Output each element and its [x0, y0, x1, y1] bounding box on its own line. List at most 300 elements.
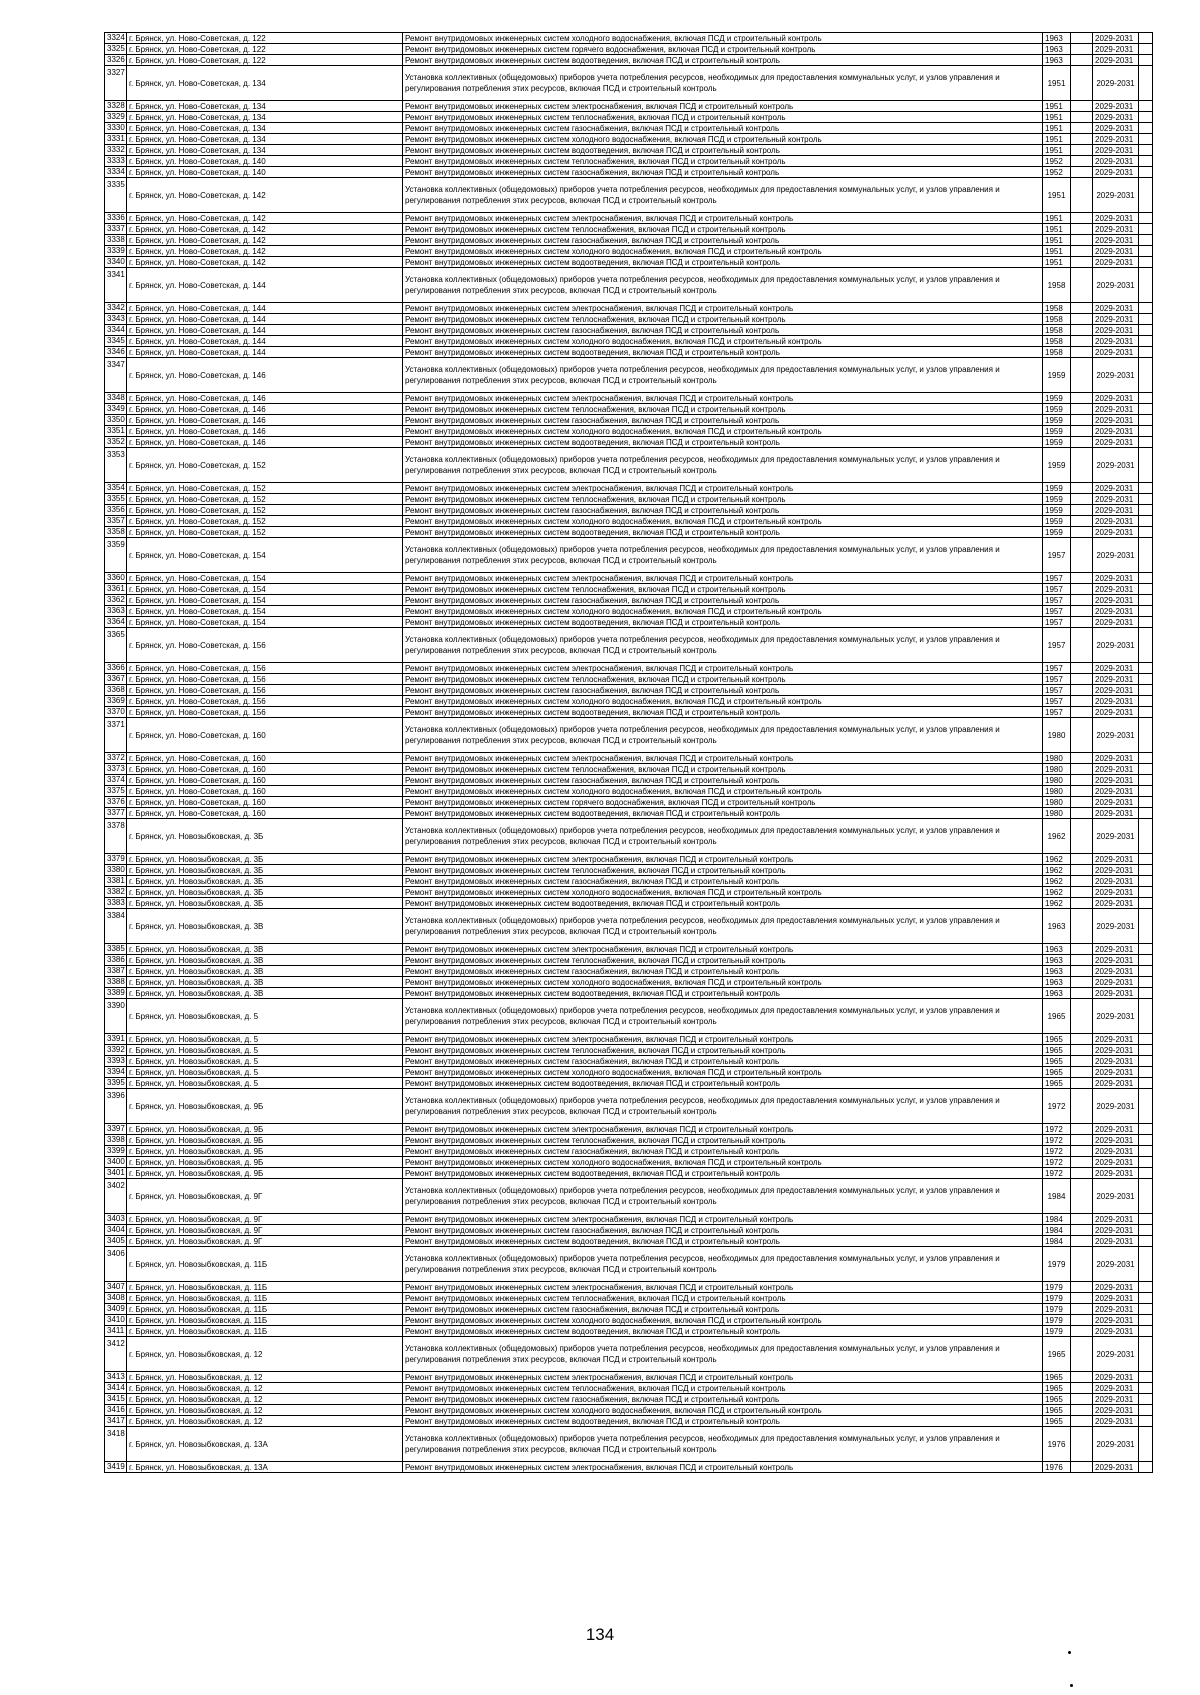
- empty-cell: [1071, 909, 1093, 944]
- empty-cell: [1139, 1394, 1153, 1405]
- empty-cell: [1071, 1045, 1093, 1056]
- empty-cell: [1139, 1135, 1153, 1146]
- row-number: 3331: [105, 134, 127, 145]
- period-cell: 2029-2031: [1093, 718, 1139, 753]
- row-number: 3374: [105, 775, 127, 786]
- table-row: [105, 415, 1153, 426]
- row-number: 3375: [105, 786, 127, 797]
- build-year-cell: 1984: [1043, 1236, 1071, 1247]
- build-year-cell: 1963: [1043, 909, 1071, 944]
- work-type-cell: Ремонт внутридомовых инженерных систем электроснабжения, включая ПСД и строительный контроль: [403, 101, 1043, 112]
- table-row: [105, 167, 1153, 178]
- address-cell: г. Брянск, ул. Новозыбковская, д. 5: [127, 1056, 403, 1067]
- row-number: 3343: [105, 314, 127, 325]
- address-cell: г. Брянск, ул. Ново-Советская, д. 152: [127, 494, 403, 505]
- period-cell: 2029-2031: [1093, 854, 1139, 865]
- row-number: 3383: [105, 898, 127, 909]
- work-type-cell: Ремонт внутридомовых инженерных систем электроснабжения, включая ПСД и строительный контроль: [403, 753, 1043, 764]
- address-cell: г. Брянск, ул. Новозыбковская, д. 9Б: [127, 1135, 403, 1146]
- table-row: [105, 145, 1153, 156]
- build-year-cell: 1957: [1043, 573, 1071, 584]
- work-type-cell: Ремонт внутридомовых инженерных систем газоснабжения, включая ПСД и строительный контроль: [403, 505, 1043, 516]
- row-number: 3395: [105, 1078, 127, 1089]
- empty-cell: [1139, 819, 1153, 854]
- build-year-cell: 1965: [1043, 1405, 1071, 1416]
- work-type-cell: Ремонт внутридомовых инженерных систем холодного водоснабжения, включая ПСД и строительный контроль: [403, 1067, 1043, 1078]
- row-number: 3390: [105, 999, 127, 1034]
- empty-cell: [1139, 505, 1153, 516]
- work-type-cell: Ремонт внутридомовых инженерных систем электроснабжения, включая ПСД и строительный контроль: [403, 1282, 1043, 1293]
- period-cell: 2029-2031: [1093, 178, 1139, 213]
- empty-cell: [1139, 167, 1153, 178]
- address-cell: г. Брянск, ул. Ново-Советская, д. 146: [127, 437, 403, 448]
- empty-cell: [1071, 707, 1093, 718]
- work-type-cell: Ремонт внутридомовых инженерных систем теплоснабжения, включая ПСД и строительный контроль: [403, 1045, 1043, 1056]
- row-number: 3355: [105, 494, 127, 505]
- work-type-cell: Ремонт внутридомовых инженерных систем газоснабжения, включая ПСД и строительный контроль: [403, 415, 1043, 426]
- row-number: 3386: [105, 955, 127, 966]
- empty-cell: [1071, 1405, 1093, 1416]
- table-row: [105, 753, 1153, 764]
- empty-cell: [1139, 314, 1153, 325]
- work-type-cell: Ремонт внутридомовых инженерных систем газоснабжения, включая ПСД и строительный контроль: [403, 1056, 1043, 1067]
- empty-cell: [1071, 145, 1093, 156]
- row-number: 3418: [105, 1427, 127, 1462]
- table-row: [105, 347, 1153, 358]
- period-cell: 2029-2031: [1093, 1337, 1139, 1372]
- work-type-cell: Ремонт внутридомовых инженерных систем газоснабжения, включая ПСД и строительный контроль: [403, 1304, 1043, 1315]
- empty-cell: [1071, 1214, 1093, 1225]
- empty-cell: [1139, 33, 1153, 44]
- row-number: 3358: [105, 527, 127, 538]
- build-year-cell: 1963: [1043, 977, 1071, 988]
- empty-cell: [1139, 246, 1153, 257]
- build-year-cell: 1951: [1043, 101, 1071, 112]
- address-cell: г. Брянск, ул. Новозыбковская, д. 11Б: [127, 1282, 403, 1293]
- build-year-cell: 1951: [1043, 112, 1071, 123]
- table-row: [105, 527, 1153, 538]
- work-type-cell: Ремонт внутридомовых инженерных систем водоотведения, включая ПСД и строительный контроль: [403, 1168, 1043, 1179]
- work-type-cell: Ремонт внутридомовых инженерных систем теплоснабжения, включая ПСД и строительный контроль: [403, 584, 1043, 595]
- period-cell: 2029-2031: [1093, 1168, 1139, 1179]
- table-row: [105, 1247, 1153, 1282]
- work-type-cell: Установка коллективных (общедомовых) приборов учета потребления ресурсов, необходимых для предоставления коммунальных услуг, и узлов управления и регулирования потребления этих ресурсов, включая ПСД и строительный контроль: [403, 178, 1043, 213]
- build-year-cell: 1980: [1043, 764, 1071, 775]
- work-type-cell: Ремонт внутридомовых инженерных систем электроснабжения, включая ПСД и строительный контроль: [403, 944, 1043, 955]
- empty-cell: [1139, 786, 1153, 797]
- empty-cell: [1071, 718, 1093, 753]
- row-number: 3349: [105, 404, 127, 415]
- address-cell: г. Брянск, ул. Ново-Советская, д. 146: [127, 426, 403, 437]
- table-row: [105, 808, 1153, 819]
- address-cell: г. Брянск, ул. Новозыбковская, д. 12: [127, 1372, 403, 1383]
- works-table: [104, 32, 1153, 1473]
- row-number: 3327: [105, 66, 127, 101]
- table-row: [105, 178, 1153, 213]
- empty-cell: [1139, 494, 1153, 505]
- period-cell: 2029-2031: [1093, 1146, 1139, 1157]
- empty-cell: [1139, 1372, 1153, 1383]
- work-type-cell: Ремонт внутридомовых инженерных систем газоснабжения, включая ПСД и строительный контроль: [403, 325, 1043, 336]
- empty-cell: [1139, 1168, 1153, 1179]
- address-cell: г. Брянск, ул. Новозыбковская, д. 9Б: [127, 1168, 403, 1179]
- row-number: 3398: [105, 1135, 127, 1146]
- table-row: [105, 1034, 1153, 1045]
- empty-cell: [1139, 112, 1153, 123]
- address-cell: г. Брянск, ул. Ново-Советская, д. 142: [127, 213, 403, 224]
- address-cell: г. Брянск, ул. Новозыбковская, д. 11Б: [127, 1315, 403, 1326]
- build-year-cell: 1952: [1043, 167, 1071, 178]
- address-cell: г. Брянск, ул. Ново-Советская, д. 156: [127, 696, 403, 707]
- empty-cell: [1139, 977, 1153, 988]
- row-number: 3366: [105, 663, 127, 674]
- address-cell: г. Брянск, ул. Ново-Советская, д. 152: [127, 516, 403, 527]
- period-cell: 2029-2031: [1093, 775, 1139, 786]
- work-type-cell: Установка коллективных (общедомовых) приборов учета потребления ресурсов, необходимых для предоставления коммунальных услуг, и узлов управления и регулирования потребления этих ресурсов, включая ПСД и строительный контроль: [403, 819, 1043, 854]
- row-number: 3361: [105, 584, 127, 595]
- empty-cell: [1071, 584, 1093, 595]
- empty-cell: [1139, 718, 1153, 753]
- empty-cell: [1139, 595, 1153, 606]
- empty-cell: [1071, 213, 1093, 224]
- build-year-cell: 1979: [1043, 1315, 1071, 1326]
- empty-cell: [1139, 336, 1153, 347]
- address-cell: г. Брянск, ул. Ново-Советская, д. 146: [127, 393, 403, 404]
- period-cell: 2029-2031: [1093, 101, 1139, 112]
- address-cell: г. Брянск, ул. Ново-Советская, д. 122: [127, 33, 403, 44]
- period-cell: 2029-2031: [1093, 1247, 1139, 1282]
- work-type-cell: Ремонт внутридомовых инженерных систем холодного водоснабжения, включая ПСД и строительный контроль: [403, 516, 1043, 527]
- period-cell: 2029-2031: [1093, 663, 1139, 674]
- period-cell: 2029-2031: [1093, 999, 1139, 1034]
- row-number: 3345: [105, 336, 127, 347]
- work-type-cell: Ремонт внутридомовых инженерных систем теплоснабжения, включая ПСД и строительный контроль: [403, 404, 1043, 415]
- period-cell: 2029-2031: [1093, 674, 1139, 685]
- address-cell: г. Брянск, ул. Ново-Советская, д. 142: [127, 178, 403, 213]
- address-cell: г. Брянск, ул. Ново-Советская, д. 156: [127, 707, 403, 718]
- table-row: [105, 213, 1153, 224]
- period-cell: 2029-2031: [1093, 898, 1139, 909]
- empty-cell: [1071, 944, 1093, 955]
- work-type-cell: Ремонт внутридомовых инженерных систем электроснабжения, включая ПСД и строительный контроль: [403, 483, 1043, 494]
- row-number: 3334: [105, 167, 127, 178]
- work-type-cell: Ремонт внутридомовых инженерных систем водоотведения, включая ПСД и строительный контроль: [403, 617, 1043, 628]
- row-number: 3388: [105, 977, 127, 988]
- build-year-cell: 1962: [1043, 865, 1071, 876]
- table-row: [105, 707, 1153, 718]
- address-cell: г. Брянск, ул. Ново-Советская, д. 160: [127, 775, 403, 786]
- empty-cell: [1071, 876, 1093, 887]
- row-number: 3408: [105, 1293, 127, 1304]
- build-year-cell: 1979: [1043, 1247, 1071, 1282]
- build-year-cell: 1962: [1043, 819, 1071, 854]
- empty-cell: [1071, 775, 1093, 786]
- empty-cell: [1071, 1326, 1093, 1337]
- period-cell: 2029-2031: [1093, 1372, 1139, 1383]
- empty-cell: [1139, 224, 1153, 235]
- address-cell: г. Брянск, ул. Ново-Советская, д. 154: [127, 595, 403, 606]
- period-cell: 2029-2031: [1093, 1034, 1139, 1045]
- empty-cell: [1071, 437, 1093, 448]
- build-year-cell: 1979: [1043, 1304, 1071, 1315]
- empty-cell: [1071, 257, 1093, 268]
- row-number: 3328: [105, 101, 127, 112]
- row-number: 3410: [105, 1315, 127, 1326]
- work-type-cell: Ремонт внутридомовых инженерных систем водоотведения, включая ПСД и строительный контроль: [403, 898, 1043, 909]
- build-year-cell: 1965: [1043, 1394, 1071, 1405]
- period-cell: 2029-2031: [1093, 628, 1139, 663]
- row-number: 3352: [105, 437, 127, 448]
- table-row: [105, 123, 1153, 134]
- period-cell: 2029-2031: [1093, 145, 1139, 156]
- period-cell: 2029-2031: [1093, 584, 1139, 595]
- empty-cell: [1071, 527, 1093, 538]
- address-cell: г. Брянск, ул. Ново-Советская, д. 154: [127, 617, 403, 628]
- table-row: [105, 1236, 1153, 1247]
- empty-cell: [1139, 617, 1153, 628]
- empty-cell: [1071, 303, 1093, 314]
- period-cell: 2029-2031: [1093, 156, 1139, 167]
- empty-cell: [1071, 1383, 1093, 1394]
- empty-cell: [1071, 167, 1093, 178]
- build-year-cell: 1980: [1043, 718, 1071, 753]
- work-type-cell: Ремонт внутридомовых инженерных систем газоснабжения, включая ПСД и строительный контроль: [403, 123, 1043, 134]
- row-number: 3385: [105, 944, 127, 955]
- empty-cell: [1139, 134, 1153, 145]
- table-row: [105, 1405, 1153, 1416]
- period-cell: 2029-2031: [1093, 1462, 1139, 1473]
- build-year-cell: 1959: [1043, 393, 1071, 404]
- work-type-cell: Ремонт внутридомовых инженерных систем водоотведения, включая ПСД и строительный контроль: [403, 527, 1043, 538]
- period-cell: 2029-2031: [1093, 1157, 1139, 1168]
- period-cell: 2029-2031: [1093, 909, 1139, 944]
- row-number: 3415: [105, 1394, 127, 1405]
- work-type-cell: Ремонт внутридомовых инженерных систем электроснабжения, включая ПСД и строительный контроль: [403, 1214, 1043, 1225]
- build-year-cell: 1951: [1043, 178, 1071, 213]
- table-row: [105, 1416, 1153, 1427]
- build-year-cell: 1979: [1043, 1326, 1071, 1337]
- work-type-cell: Ремонт внутридомовых инженерных систем теплоснабжения, включая ПСД и строительный контроль: [403, 764, 1043, 775]
- table-row: [105, 538, 1153, 573]
- build-year-cell: 1965: [1043, 1056, 1071, 1067]
- table-row: [105, 1293, 1153, 1304]
- build-year-cell: 1958: [1043, 268, 1071, 303]
- empty-cell: [1071, 1034, 1093, 1045]
- empty-cell: [1071, 1124, 1093, 1135]
- build-year-cell: 1951: [1043, 66, 1071, 101]
- period-cell: 2029-2031: [1093, 167, 1139, 178]
- row-number: 3337: [105, 224, 127, 235]
- empty-cell: [1071, 753, 1093, 764]
- period-cell: 2029-2031: [1093, 393, 1139, 404]
- address-cell: г. Брянск, ул. Новозыбковская, д. 3Б: [127, 887, 403, 898]
- table-row: [105, 1056, 1153, 1067]
- empty-cell: [1071, 66, 1093, 101]
- period-cell: 2029-2031: [1093, 1056, 1139, 1067]
- address-cell: г. Брянск, ул. Ново-Советская, д. 152: [127, 527, 403, 538]
- work-type-cell: Ремонт внутридомовых инженерных систем теплоснабжения, включая ПСД и строительный контроль: [403, 494, 1043, 505]
- table-row: [105, 134, 1153, 145]
- work-type-cell: Установка коллективных (общедомовых) приборов учета потребления ресурсов, необходимых для предоставления коммунальных услуг, и узлов управления и регулирования потребления этих ресурсов, включая ПСД и строительный контроль: [403, 66, 1043, 101]
- empty-cell: [1071, 336, 1093, 347]
- period-cell: 2029-2031: [1093, 404, 1139, 415]
- build-year-cell: 1976: [1043, 1462, 1071, 1473]
- table-row: [105, 66, 1153, 101]
- work-type-cell: Ремонт внутридомовых инженерных систем электроснабжения, включая ПСД и строительный контроль: [403, 393, 1043, 404]
- row-number: 3353: [105, 448, 127, 483]
- row-number: 3402: [105, 1179, 127, 1214]
- row-number: 3419: [105, 1462, 127, 1473]
- empty-cell: [1071, 696, 1093, 707]
- address-cell: г. Брянск, ул. Ново-Советская, д. 144: [127, 347, 403, 358]
- period-cell: 2029-2031: [1093, 505, 1139, 516]
- build-year-cell: 1980: [1043, 775, 1071, 786]
- empty-cell: [1139, 101, 1153, 112]
- address-cell: г. Брянск, ул. Ново-Советская, д. 134: [127, 134, 403, 145]
- empty-cell: [1071, 865, 1093, 876]
- address-cell: г. Брянск, ул. Ново-Советская, д. 144: [127, 325, 403, 336]
- empty-cell: [1139, 909, 1153, 944]
- empty-cell: [1139, 775, 1153, 786]
- work-type-cell: Ремонт внутридомовых инженерных систем водоотведения, включая ПСД и строительный контроль: [403, 437, 1043, 448]
- address-cell: г. Брянск, ул. Ново-Советская, д. 134: [127, 66, 403, 101]
- empty-cell: [1071, 55, 1093, 66]
- period-cell: 2029-2031: [1093, 483, 1139, 494]
- empty-cell: [1071, 448, 1093, 483]
- table-row: [105, 955, 1153, 966]
- empty-cell: [1139, 415, 1153, 426]
- row-number: 3409: [105, 1304, 127, 1315]
- table-row: [105, 663, 1153, 674]
- build-year-cell: 1957: [1043, 674, 1071, 685]
- work-type-cell: Ремонт внутридомовых инженерных систем водоотведения, включая ПСД и строительный контроль: [403, 988, 1043, 999]
- build-year-cell: 1965: [1043, 1416, 1071, 1427]
- address-cell: г. Брянск, ул. Новозыбковская, д. 3В: [127, 988, 403, 999]
- period-cell: 2029-2031: [1093, 1315, 1139, 1326]
- row-number: 3324: [105, 33, 127, 44]
- period-cell: 2029-2031: [1093, 123, 1139, 134]
- address-cell: г. Брянск, ул. Новозыбковская, д. 3В: [127, 977, 403, 988]
- address-cell: г. Брянск, ул. Новозыбковская, д. 13А: [127, 1462, 403, 1473]
- build-year-cell: 1963: [1043, 33, 1071, 44]
- period-cell: 2029-2031: [1093, 1225, 1139, 1236]
- row-number: 3357: [105, 516, 127, 527]
- work-type-cell: Ремонт внутридомовых инженерных систем холодного водоснабжения, включая ПСД и строительный контроль: [403, 696, 1043, 707]
- empty-cell: [1139, 955, 1153, 966]
- work-type-cell: Установка коллективных (общедомовых) приборов учета потребления ресурсов, необходимых для предоставления коммунальных услуг, и узлов управления и регулирования потребления этих ресурсов, включая ПСД и строительный контроль: [403, 999, 1043, 1034]
- row-number: 3384: [105, 909, 127, 944]
- address-cell: г. Брянск, ул. Ново-Советская, д. 140: [127, 167, 403, 178]
- empty-cell: [1139, 483, 1153, 494]
- work-type-cell: Ремонт внутридомовых инженерных систем электроснабжения, включая ПСД и строительный контроль: [403, 1124, 1043, 1135]
- work-type-cell: Ремонт внутридомовых инженерных систем газоснабжения, включая ПСД и строительный контроль: [403, 685, 1043, 696]
- address-cell: г. Брянск, ул. Новозыбковская, д. 12: [127, 1394, 403, 1405]
- row-number: 3392: [105, 1045, 127, 1056]
- empty-cell: [1139, 1304, 1153, 1315]
- work-type-cell: Установка коллективных (общедомовых) приборов учета потребления ресурсов, необходимых для предоставления коммунальных услуг, и узлов управления и регулирования потребления этих ресурсов, включая ПСД и строительный контроль: [403, 1337, 1043, 1372]
- empty-cell: [1071, 887, 1093, 898]
- empty-cell: [1071, 1337, 1093, 1372]
- row-number: 3416: [105, 1405, 127, 1416]
- empty-cell: [1139, 865, 1153, 876]
- empty-cell: [1139, 1236, 1153, 1247]
- table-row: [105, 1067, 1153, 1078]
- work-type-cell: Установка коллективных (общедомовых) приборов учета потребления ресурсов, необходимых для предоставления коммунальных услуг, и узлов управления и регулирования потребления этих ресурсов, включая ПСД и строительный контроль: [403, 1179, 1043, 1214]
- empty-cell: [1139, 393, 1153, 404]
- empty-cell: [1071, 764, 1093, 775]
- row-number: 3325: [105, 44, 127, 55]
- works-table-container: [104, 32, 1152, 1473]
- work-type-cell: Установка коллективных (общедомовых) приборов учета потребления ресурсов, необходимых для предоставления коммунальных услуг, и узлов управления и регулирования потребления этих ресурсов, включая ПСД и строительный контроль: [403, 628, 1043, 663]
- empty-cell: [1139, 1045, 1153, 1056]
- row-number: 3335: [105, 178, 127, 213]
- address-cell: г. Брянск, ул. Новозыбковская, д. 9Б: [127, 1089, 403, 1124]
- period-cell: 2029-2031: [1093, 213, 1139, 224]
- empty-cell: [1071, 325, 1093, 336]
- period-cell: 2029-2031: [1093, 595, 1139, 606]
- build-year-cell: 1951: [1043, 145, 1071, 156]
- period-cell: 2029-2031: [1093, 44, 1139, 55]
- build-year-cell: 1963: [1043, 988, 1071, 999]
- build-year-cell: 1957: [1043, 696, 1071, 707]
- table-row: [105, 797, 1153, 808]
- build-year-cell: 1963: [1043, 44, 1071, 55]
- build-year-cell: 1958: [1043, 303, 1071, 314]
- period-cell: 2029-2031: [1093, 415, 1139, 426]
- address-cell: г. Брянск, ул. Ново-Советская, д. 156: [127, 628, 403, 663]
- address-cell: г. Брянск, ул. Ново-Советская, д. 144: [127, 303, 403, 314]
- period-cell: 2029-2031: [1093, 314, 1139, 325]
- address-cell: г. Брянск, ул. Ново-Советская, д. 144: [127, 268, 403, 303]
- empty-cell: [1139, 1089, 1153, 1124]
- table-row: [105, 696, 1153, 707]
- build-year-cell: 1957: [1043, 595, 1071, 606]
- address-cell: г. Брянск, ул. Новозыбковская, д. 11Б: [127, 1326, 403, 1337]
- row-number: 3382: [105, 887, 127, 898]
- work-type-cell: Ремонт внутридомовых инженерных систем электроснабжения, включая ПСД и строительный контроль: [403, 663, 1043, 674]
- work-type-cell: Ремонт внутридомовых инженерных систем водоотведения, включая ПСД и строительный контроль: [403, 55, 1043, 66]
- work-type-cell: Установка коллективных (общедомовых) приборов учета потребления ресурсов, необходимых для предоставления коммунальных услуг, и узлов управления и регулирования потребления этих ресурсов, включая ПСД и строительный контроль: [403, 358, 1043, 393]
- address-cell: г. Брянск, ул. Ново-Советская, д. 160: [127, 718, 403, 753]
- table-row: [105, 1135, 1153, 1146]
- work-type-cell: Ремонт внутридомовых инженерных систем электроснабжения, включая ПСД и строительный контроль: [403, 1462, 1043, 1473]
- build-year-cell: 1957: [1043, 606, 1071, 617]
- build-year-cell: 1957: [1043, 617, 1071, 628]
- address-cell: г. Брянск, ул. Новозыбковская, д. 12: [127, 1383, 403, 1394]
- address-cell: г. Брянск, ул. Новозыбковская, д. 5: [127, 1067, 403, 1078]
- table-row: [105, 1089, 1153, 1124]
- work-type-cell: Ремонт внутридомовых инженерных систем электроснабжения, включая ПСД и строительный контроль: [403, 854, 1043, 865]
- work-type-cell: Ремонт внутридомовых инженерных систем горячего водоснабжения, включая ПСД и строительный контроль: [403, 797, 1043, 808]
- empty-cell: [1071, 426, 1093, 437]
- address-cell: г. Брянск, ул. Ново-Советская, д. 134: [127, 145, 403, 156]
- period-cell: 2029-2031: [1093, 33, 1139, 44]
- period-cell: 2029-2031: [1093, 1089, 1139, 1124]
- work-type-cell: Ремонт внутридомовых инженерных систем холодного водоснабжения, включая ПСД и строительный контроль: [403, 336, 1043, 347]
- table-row: [105, 1078, 1153, 1089]
- period-cell: 2029-2031: [1093, 707, 1139, 718]
- empty-cell: [1139, 854, 1153, 865]
- row-number: 3371: [105, 718, 127, 753]
- empty-cell: [1139, 797, 1153, 808]
- build-year-cell: 1959: [1043, 437, 1071, 448]
- build-year-cell: 1951: [1043, 123, 1071, 134]
- empty-cell: [1071, 224, 1093, 235]
- table-row: [105, 1326, 1153, 1337]
- table-row: [105, 898, 1153, 909]
- row-number: 3359: [105, 538, 127, 573]
- empty-cell: [1071, 808, 1093, 819]
